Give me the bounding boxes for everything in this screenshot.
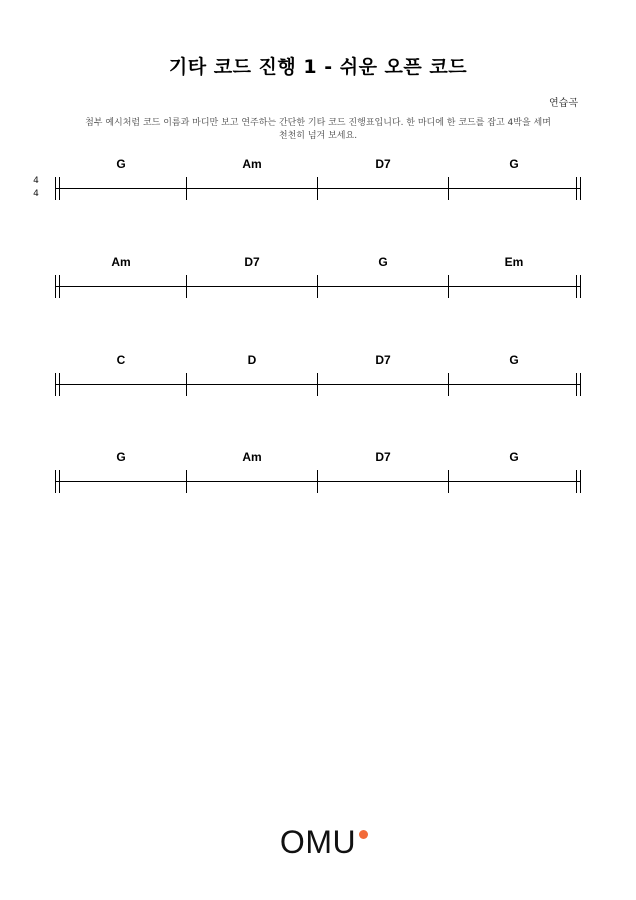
time-signature-bottom: 4 bbox=[33, 189, 39, 199]
barline bbox=[186, 373, 187, 396]
barline bbox=[317, 275, 318, 298]
end-barline bbox=[580, 470, 581, 493]
barline bbox=[448, 470, 449, 493]
chord-label: D7 bbox=[244, 255, 260, 269]
logo bbox=[280, 824, 356, 861]
chord-label: D bbox=[247, 353, 257, 367]
chord-label: Am bbox=[242, 157, 262, 171]
chord-label: D7 bbox=[375, 353, 391, 367]
staff-system-3 bbox=[55, 353, 581, 393]
barline bbox=[317, 177, 318, 200]
end-barline bbox=[580, 275, 581, 298]
staff-system-2 bbox=[55, 255, 581, 295]
chord-label: Em bbox=[504, 255, 524, 269]
description-line: 첨부 예시처럼 코드 이름과 마디만 보고 연주하는 간단한 기타 코드 진행표입니다. 한 마디에 한 코드를 잡고 4박을 세며 bbox=[85, 118, 551, 128]
footer-logo bbox=[0, 824, 636, 861]
barline bbox=[317, 470, 318, 493]
start-barline bbox=[55, 470, 56, 493]
staff-line bbox=[55, 481, 581, 482]
start-barline bbox=[59, 177, 60, 200]
barline bbox=[317, 373, 318, 396]
barline bbox=[448, 275, 449, 298]
chord-label: G bbox=[509, 157, 519, 171]
chord-label: G bbox=[378, 255, 388, 269]
start-barline bbox=[55, 275, 56, 298]
chord-label: Am bbox=[242, 450, 262, 464]
barline bbox=[186, 470, 187, 493]
start-barline bbox=[59, 275, 60, 298]
chord-label: G bbox=[116, 450, 126, 464]
chord-label: G bbox=[509, 353, 519, 367]
time-signature bbox=[30, 175, 42, 201]
barline bbox=[448, 373, 449, 396]
description-line: 천천히 넘겨 보세요. bbox=[278, 131, 358, 141]
start-barline bbox=[59, 470, 60, 493]
staff-line bbox=[55, 188, 581, 189]
barline bbox=[186, 275, 187, 298]
end-barline bbox=[576, 275, 577, 298]
barline bbox=[448, 177, 449, 200]
staff-system-1 bbox=[55, 157, 581, 197]
end-barline bbox=[576, 470, 577, 493]
page-title: 기타 코드 진행 1 - 쉬운 오픈 코드 bbox=[168, 56, 468, 78]
chord-label: G bbox=[509, 450, 519, 464]
start-barline bbox=[59, 373, 60, 396]
chord-label: D7 bbox=[375, 157, 391, 171]
subtitle: 연습곡 bbox=[549, 98, 578, 109]
end-barline bbox=[580, 177, 581, 200]
logo-text: OMU bbox=[279, 824, 357, 860]
chord-label: C bbox=[116, 353, 126, 367]
logo-dot-icon bbox=[359, 830, 368, 839]
end-barline bbox=[576, 373, 577, 396]
staff-system-4 bbox=[55, 450, 581, 490]
barline bbox=[186, 177, 187, 200]
description bbox=[58, 117, 578, 143]
staff-line bbox=[55, 384, 581, 385]
chord-label: G bbox=[116, 157, 126, 171]
staff-line bbox=[55, 286, 581, 287]
time-signature-top: 4 bbox=[33, 176, 39, 186]
end-barline bbox=[576, 177, 577, 200]
end-barline bbox=[580, 373, 581, 396]
start-barline bbox=[55, 177, 56, 200]
start-barline bbox=[55, 373, 56, 396]
chord-label: Am bbox=[111, 255, 131, 269]
chord-label: D7 bbox=[375, 450, 391, 464]
